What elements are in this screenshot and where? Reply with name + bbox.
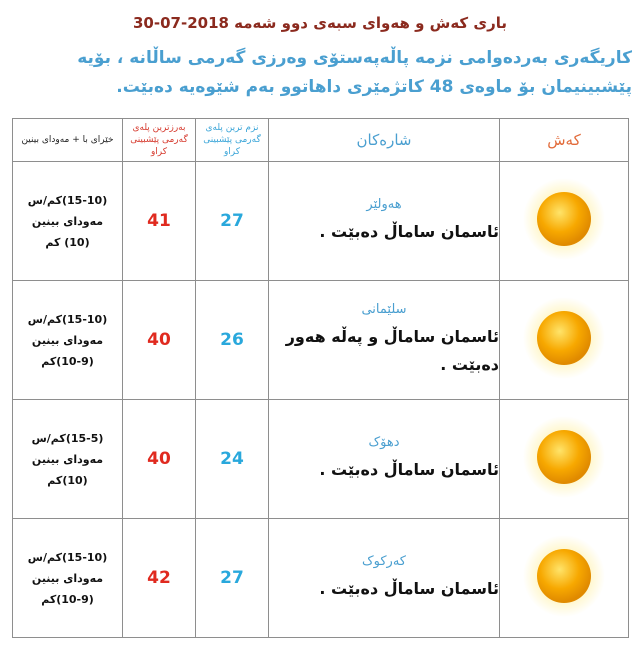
city-name: دهۆک <box>368 434 400 450</box>
table-row <box>13 400 629 519</box>
wind-visibility-cell <box>13 400 123 519</box>
weather-description: ئاسمان ساماڵ دەبێت . <box>319 459 499 479</box>
visibility-value: (10)کم <box>47 473 88 487</box>
city-cell <box>269 281 500 400</box>
max-temp: 40 <box>123 400 196 519</box>
sun-icon <box>522 484 606 503</box>
table-row <box>13 281 629 400</box>
header-min-temp: نزم ترین پلەی گەرمی پێشبینی کراو <box>196 119 269 162</box>
wind-visibility-cell <box>13 281 123 400</box>
wind-visibility-cell <box>13 519 123 638</box>
visibility-label: مەودای بینین <box>31 571 104 585</box>
forecast-intro: کاریگەری بەردەوامی نزمە پاڵەپەستۆی وەرزی گەرمی ساڵانە ، بۆیە پێشبینیمان بۆ ماوەی 48 کاتژمێری داهاتوو بەم شێوەیە دەبێت. <box>77 48 632 97</box>
wind-speed: (15-10)کم/س <box>27 312 108 326</box>
weather-cell <box>500 162 629 281</box>
sun-icon <box>522 603 606 622</box>
weather-description: ئاسمان ساماڵ دەبێت . <box>319 578 499 598</box>
visibility-value: (10) کم <box>45 235 90 249</box>
min-temp: 27 <box>196 519 269 638</box>
max-temp: 41 <box>123 162 196 281</box>
city-cell <box>269 519 500 638</box>
visibility-label: مەودای بینین <box>31 214 104 228</box>
sun-icon <box>522 246 606 265</box>
wind-speed: (15-10)کم/س <box>27 550 108 564</box>
weather-cell <box>500 519 629 638</box>
table-row <box>13 162 629 281</box>
table-row <box>13 519 629 638</box>
weather-description: ئاسمان ساماڵ و پەڵە هەور دەبێت . <box>285 326 499 374</box>
min-temp: 27 <box>196 162 269 281</box>
visibility-label: مەودای بینین <box>31 333 104 347</box>
forecast-table <box>12 118 629 638</box>
visibility-label: مەودای بینین <box>31 452 104 466</box>
header-weather: کەش <box>500 119 629 162</box>
table-header-row <box>13 119 629 162</box>
weather-cell <box>500 400 629 519</box>
city-cell <box>269 400 500 519</box>
min-temp: 26 <box>196 281 269 400</box>
wind-visibility-cell <box>13 162 123 281</box>
city-name: هەولێر <box>366 196 402 212</box>
weather-cell <box>500 281 629 400</box>
header-cities: شارەکان <box>269 119 500 162</box>
min-temp: 24 <box>196 400 269 519</box>
header-max-temp: بەرزترین پلەی گەرمی پێشبینی کراو <box>123 119 196 162</box>
wind-speed: (15-5)کم/س <box>31 431 104 445</box>
wind-speed: (15-10)کم/س <box>27 193 108 207</box>
city-cell <box>269 162 500 281</box>
sun-icon <box>522 365 606 384</box>
visibility-value: (10-9)کم <box>41 592 94 606</box>
max-temp: 40 <box>123 281 196 400</box>
max-temp: 42 <box>123 519 196 638</box>
city-name: کەرکوک <box>362 553 406 569</box>
city-name: سلێمانی <box>361 301 407 317</box>
header-wind-visibility: خێرای با + مەودای بینین <box>13 119 123 162</box>
visibility-value: (10-9)کم <box>41 354 94 368</box>
page-title: باری کەش و هەوای سبەی دوو شەمە 2018-07-30 <box>132 14 508 32</box>
weather-description: ئاسمان ساماڵ دەبێت . <box>319 221 499 241</box>
